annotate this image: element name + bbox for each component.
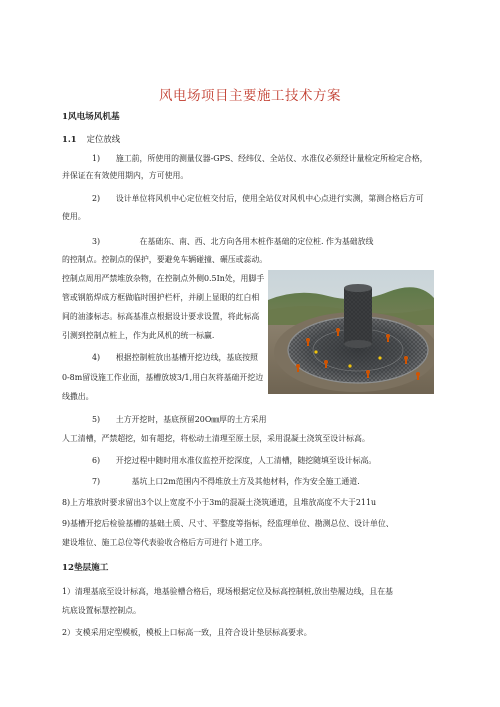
paragraph-line: 控制点周用严禁堆放杂物，在控制点外侧0.5In处，用脚手 (62, 274, 265, 283)
foundation-construction-photo (268, 270, 434, 394)
paragraph-line: 2）支模采用定型模板，模板上口标高一致，且符合设计垫层标高要求。 (62, 628, 312, 637)
paragraph-line: 使用。 (62, 212, 86, 221)
paragraph-line: 坑底设置标慧控制点。 (62, 606, 141, 615)
paragraph-line: 的控制点。控制点的保护，要避免车辆碰撞、碾压或蕊动。 (62, 255, 268, 264)
page-title: 风电场项目主要施工技术方案 (159, 88, 341, 104)
paragraph-line: 9)基槽开挖后检验基槽的基础土质、尺寸、平整度等指标，经监理单位、勘测总位、设计单位、 (62, 519, 394, 528)
paragraph-line: 0-8m留设施工作业面，基槽放坡3/1,用白灰将基础开挖边 (62, 373, 264, 382)
paragraph-line: 4) 根据控制桩放出基槽开挖边线，基底按照 (92, 353, 258, 362)
paragraph-line: 建设堆位、施工总位等代表验收合格后方可进行卜道工序。 (62, 538, 268, 547)
paragraph-line: 7) 基坑上口2m范围内不得堆放土方及其他材料，作为安全施工通道. (92, 477, 360, 486)
paragraph-line: 1) 施工前，所使用的测量仪器-GPS、经纬仪、全站仪、水准仪必须经计量检定所检定合格， (92, 154, 428, 163)
paragraph-line: 管或钢筋焊成方框做临时围护栏杆，并刷上显眼的红白相 (62, 293, 260, 302)
section-heading-1-2: 12垫层施工 (62, 563, 109, 573)
paragraph-line: 线撒出。 (62, 392, 94, 401)
paragraph-line: 1）清理基底至设计标高，地基验槽合格后，现场根据定位及标高控制桩,放出垫履边线，且在基 (62, 587, 394, 596)
paragraph-line: 5) 土方开挖时，基底预留20O㎜厚的土方采用 (92, 415, 267, 424)
paragraph-line: 2) 设计单位将风机中心定位桩交付后，使用全站仪对风机中心点进行实测，第测合格后方可 (92, 194, 424, 203)
paragraph-line: 6) 开挖过程中随时用水准仪监控开挖深度，人工清槽，随挖随填至设计标高。 (92, 456, 377, 465)
subsection-number: 1.1 (62, 134, 77, 144)
paragraph-line: 3) 在基础东、南、西、北方向各用木桩作基础的定位桩. 作为基础放线 (92, 237, 374, 246)
paragraph-line: 并保证在有效使用期内，方可使用。 (62, 171, 189, 180)
paragraph-line: 间的油漆标志。标高基准点根据设计要求设置，将此标高 (62, 312, 260, 321)
paragraph-line: 8)上方堆放时要求留出3个以上宽度不小于3m的混凝土浇筑通道，且堆放高度不大于211u (62, 498, 377, 507)
subsection-label: 定位放线 (86, 134, 121, 144)
subsection-heading-1-1 (62, 133, 120, 145)
paragraph-line: 引测到控制点桩上，作为此风机的统一标赢. (62, 331, 215, 340)
paragraph-line: 人工清槽，严禁超挖，如有超挖，将松动土清理至原土层，采用混凝土浇筑至设计标高。 (62, 434, 370, 443)
section-heading-1: 1风电场风机基 (62, 112, 120, 122)
